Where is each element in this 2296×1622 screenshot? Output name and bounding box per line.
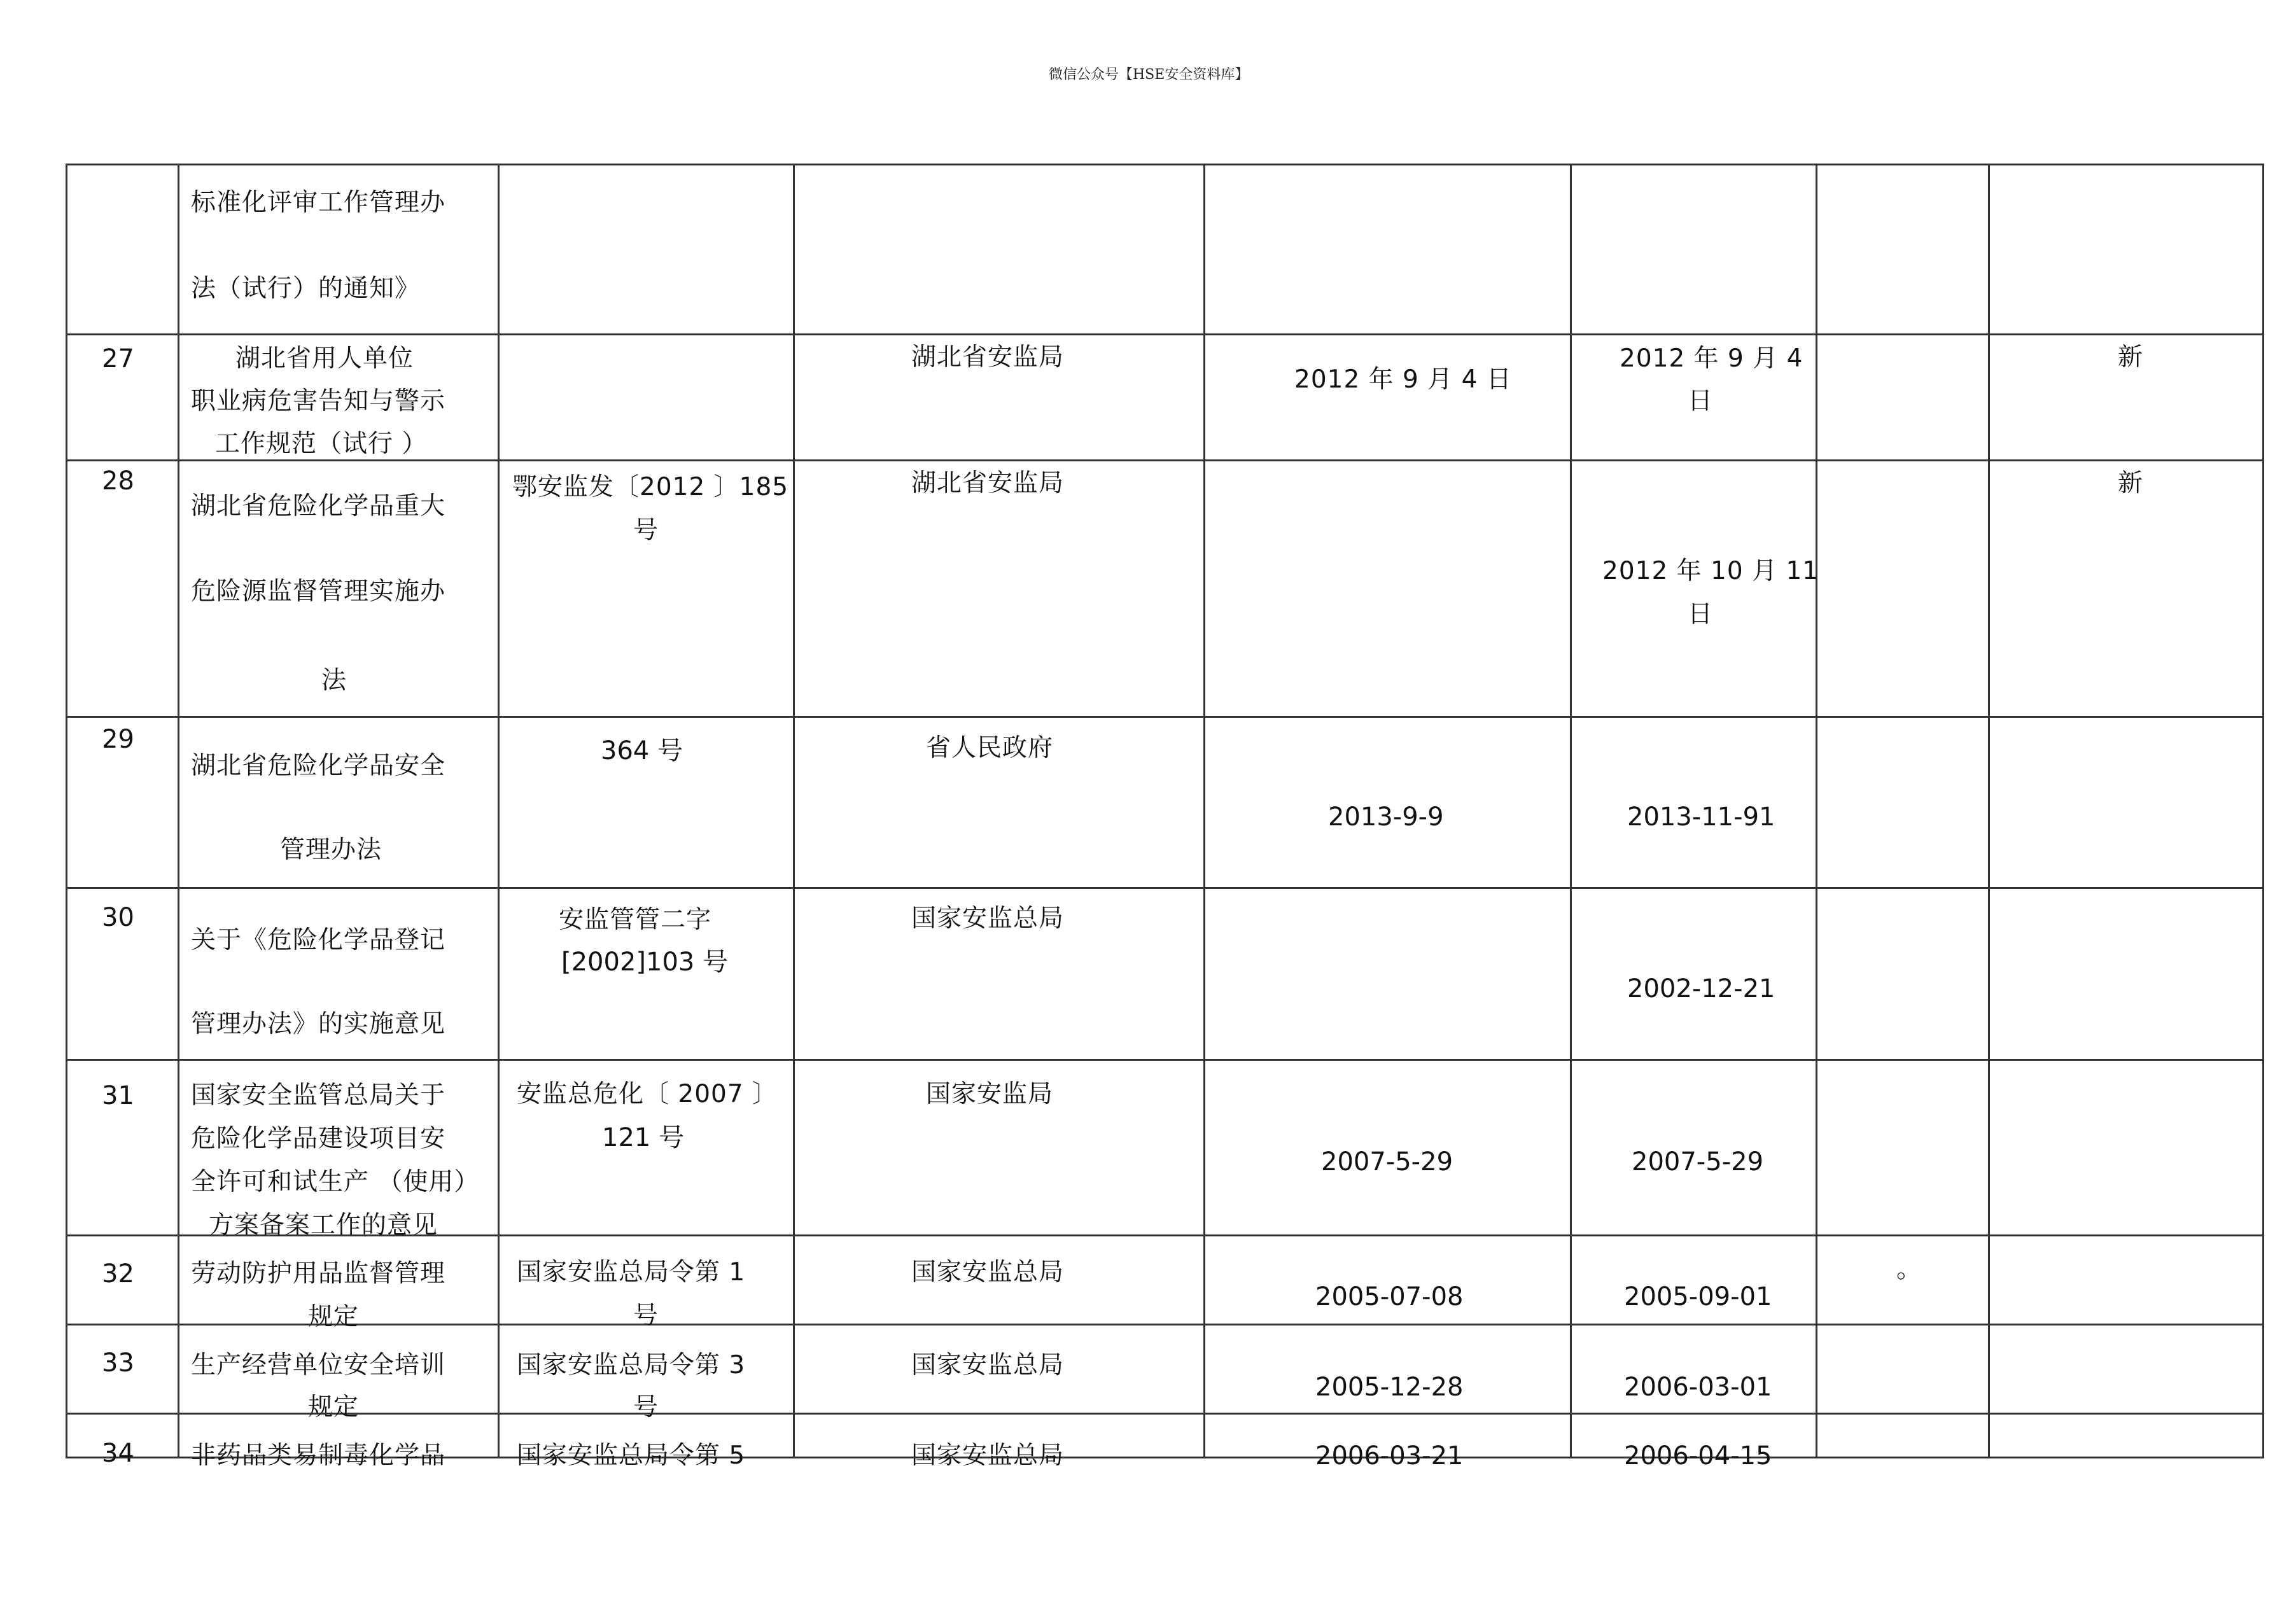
row31-doc-number-line1: 安监总危化〔 2007 〕 bbox=[517, 1080, 778, 1108]
row32-date-issued: 2005-07-08 bbox=[1315, 1282, 1464, 1311]
row28-doc-number-line2: 号 bbox=[633, 516, 659, 545]
row28-date-effective-line2: 日 bbox=[1688, 600, 1714, 629]
row27-note: 新 bbox=[2118, 343, 2144, 372]
row31-doc-number-line2: 121 号 bbox=[602, 1123, 685, 1152]
row33-title-line2: 规定 bbox=[308, 1393, 360, 1422]
row33-date-issued: 2005-12-28 bbox=[1315, 1373, 1464, 1402]
row27-date-effective-line1: 2012 年 9 月 4 bbox=[1620, 344, 1803, 373]
row34-title-line1: 非药品类易制毒化学品 bbox=[191, 1441, 446, 1470]
row34-date-effective: 2006-04-15 bbox=[1624, 1441, 1772, 1471]
column-divider bbox=[1816, 164, 1817, 1458]
row29-doc-number: 364 号 bbox=[601, 736, 683, 766]
row30-date-effective: 2002-12-21 bbox=[1627, 974, 1775, 1003]
row30-doc-number-line1: 安监管管二字 bbox=[559, 905, 712, 934]
row28-title-line1: 湖北省危险化学品重大 bbox=[191, 492, 446, 521]
row30-doc-number-line2: [2002]103 号 bbox=[561, 947, 729, 977]
row32-number: 32 bbox=[102, 1259, 134, 1289]
row28-doc-number-line1: 鄂安监发〔2012 〕185 bbox=[512, 473, 789, 501]
row27-number: 27 bbox=[102, 344, 134, 374]
row-divider bbox=[66, 333, 2264, 335]
row28-note: 新 bbox=[2118, 469, 2144, 498]
row33-issuer: 国家安监总局 bbox=[911, 1351, 1065, 1380]
column-divider bbox=[66, 164, 67, 1458]
row31-date-issued: 2007-5-29 bbox=[1321, 1147, 1453, 1177]
row32-date-effective: 2005-09-01 bbox=[1624, 1282, 1772, 1311]
column-divider bbox=[178, 164, 179, 1458]
row33-date-effective: 2006-03-01 bbox=[1624, 1373, 1772, 1402]
row26-title-line1: 标准化评审工作管理办 bbox=[191, 188, 446, 217]
row-divider bbox=[66, 1059, 2264, 1061]
row31-title-line2: 危险化学品建设项目安 bbox=[191, 1124, 446, 1153]
row31-title-line1: 国家安全监管总局关于 bbox=[191, 1081, 446, 1110]
row32-doc-number-line2: 号 bbox=[633, 1301, 659, 1330]
row27-title-line1: 湖北省用人单位 bbox=[235, 344, 414, 373]
row28-number: 28 bbox=[102, 466, 134, 496]
row33-doc-number-line2: 号 bbox=[633, 1393, 659, 1422]
row-divider bbox=[66, 1324, 2264, 1325]
row27-date-effective-line2: 日 bbox=[1688, 387, 1714, 416]
column-divider bbox=[1570, 164, 1572, 1458]
row-divider bbox=[66, 1413, 2264, 1415]
row29-title-line2: 管理办法 bbox=[280, 835, 382, 864]
row27-date-issued: 2012 年 9 月 4 日 bbox=[1294, 365, 1512, 394]
row28-title-line2: 危险源监督管理实施办 bbox=[191, 577, 446, 606]
row28-issuer: 湖北省安监局 bbox=[911, 469, 1065, 498]
row30-issuer: 国家安监总局 bbox=[911, 904, 1065, 933]
row33-number: 33 bbox=[102, 1348, 134, 1378]
row29-title-line1: 湖北省危险化学品安全 bbox=[191, 752, 446, 780]
row33-doc-number-line1: 国家安监总局令第 3 bbox=[517, 1351, 746, 1380]
row28-date-effective-line1: 2012 年 10 月 11 bbox=[1602, 557, 1819, 585]
row34-doc-number-line1: 国家安监总局令第 5 bbox=[517, 1441, 746, 1470]
row32-issuer: 国家安监总局 bbox=[911, 1258, 1065, 1287]
row-divider bbox=[66, 716, 2264, 718]
row32-title-line2: 规定 bbox=[308, 1303, 360, 1331]
row30-number: 30 bbox=[102, 903, 134, 932]
row27-title-line2: 职业病危害告知与警示 bbox=[191, 387, 446, 416]
column-divider bbox=[1988, 164, 1990, 1458]
column-divider bbox=[793, 164, 795, 1458]
row30-title-line1: 关于《危险化学品登记 bbox=[191, 926, 446, 954]
row32-doc-number-line1: 国家安监总局令第 1 bbox=[517, 1258, 746, 1287]
row34-date-issued: 2006-03-21 bbox=[1315, 1441, 1464, 1471]
row30-title-line2: 管理办法》的实施意见 bbox=[191, 1010, 446, 1038]
row29-date-issued: 2013-9-9 bbox=[1328, 802, 1444, 832]
row27-title-line3: 工作规范（试行 ） bbox=[215, 430, 428, 458]
row29-issuer: 省人民政府 bbox=[926, 734, 1054, 762]
row33-title-line1: 生产经营单位安全培训 bbox=[191, 1351, 446, 1380]
row-divider bbox=[66, 887, 2264, 889]
row29-date-effective: 2013-11-91 bbox=[1627, 802, 1775, 832]
row31-number: 31 bbox=[102, 1081, 134, 1110]
row31-title-line3: 全许可和试生产 （使用） bbox=[191, 1168, 480, 1196]
column-divider bbox=[2262, 164, 2264, 1458]
row31-date-effective: 2007-5-29 bbox=[1632, 1147, 1764, 1177]
row28-title-line3: 法 bbox=[321, 666, 347, 695]
column-divider bbox=[498, 164, 500, 1458]
row29-number: 29 bbox=[102, 725, 134, 754]
row32-mark: 。 bbox=[1896, 1254, 1922, 1283]
row27-issuer: 湖北省安监局 bbox=[911, 343, 1065, 372]
page-header: 微信公众号【HSE安全资料库】 bbox=[1049, 67, 1249, 83]
row31-issuer: 国家安监局 bbox=[926, 1080, 1054, 1108]
table-border-top bbox=[66, 164, 2264, 165]
row34-issuer: 国家安监总局 bbox=[911, 1441, 1065, 1470]
row26-title-line2: 法（试行）的通知》 bbox=[191, 274, 421, 303]
row32-title-line1: 劳动防护用品监督管理 bbox=[191, 1259, 446, 1288]
row34-number: 34 bbox=[102, 1439, 134, 1468]
column-divider bbox=[1203, 164, 1205, 1458]
row31-title-line4: 方案备案工作的意见 bbox=[209, 1211, 438, 1240]
